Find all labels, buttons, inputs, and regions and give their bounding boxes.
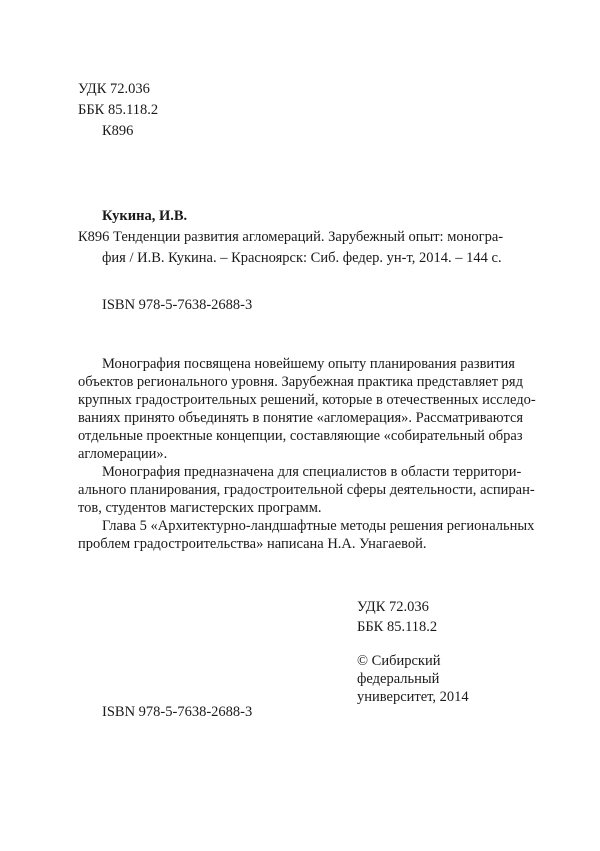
annotation-line: проблем градостроительства» написана Н.А. Унагаевой. — [78, 536, 427, 552]
bbk-code: ББК 85.118.2 — [78, 102, 159, 118]
annotation-line: крупных градостроительных решений, которые в отечественных исследо- — [78, 392, 536, 408]
annotation-paragraph-3 — [78, 517, 535, 553]
bbk-code-bottom: ББК 85.118.2 — [357, 619, 438, 635]
annotation-paragraph-2 — [78, 463, 535, 517]
copyright-line: университет, 2014 — [357, 689, 469, 705]
author-heading: Кукина, И.В. — [102, 208, 188, 224]
isbn-bottom: ISBN 978-5-7638-2688-3 — [102, 704, 253, 720]
annotation-line: агломерации». — [78, 446, 168, 462]
bib-description-line-2: фия / И.В. Кукина. – Красноярск: Сиб. федер. ун-т, 2014. – 144 с. — [102, 250, 502, 266]
annotation-line: Монография предназначена для специалистов в области территори- — [102, 464, 522, 480]
copyright-line: федеральный — [357, 671, 440, 687]
annotation-line: тов, студентов магистерских программ. — [78, 500, 322, 516]
annotation-line: отдельные проектные концепции, составляющие «собирательный образ — [78, 428, 523, 444]
annotation-line: ального планирования, градостроительной сферы деятельности, аспиран- — [78, 482, 535, 498]
isbn-top: ISBN 978-5-7638-2688-3 — [102, 297, 253, 313]
copyright-notice — [357, 652, 469, 706]
annotation-line: Монография посвящена новейшему опыту планирования развития — [102, 356, 515, 372]
annotation-line: Глава 5 «Архитектурно-ландшафтные методы решения региональных — [102, 518, 535, 534]
copyright-line: © Сибирский — [357, 653, 441, 669]
udk-code-bottom: УДК 72.036 — [357, 599, 429, 615]
annotation-paragraph-1 — [78, 355, 536, 463]
author-mark: К896 — [102, 123, 134, 139]
bib-description-line-1: К896 Тенденции развития агломераций. Зарубежный опыт: моногра- — [78, 229, 504, 245]
annotation-line: ваниях принято объединять в понятие «агломерация». Рассматриваются — [78, 410, 524, 426]
udk-code: УДК 72.036 — [78, 81, 150, 97]
annotation-line: объектов регионального уровня. Зарубежная практика представляет ряд — [78, 374, 523, 390]
